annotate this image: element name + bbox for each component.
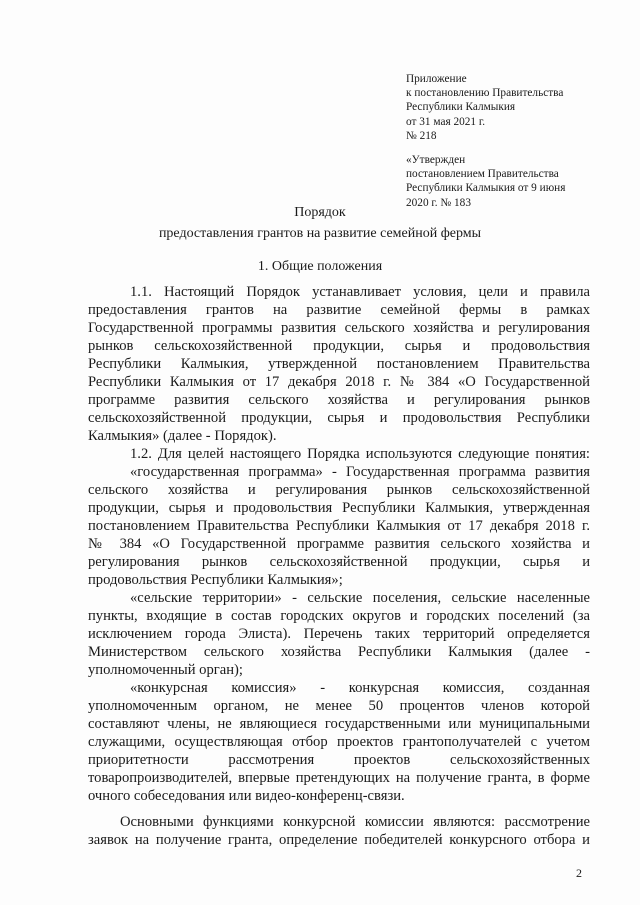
body-line: «государственная программа» - Государственная программа развития	[130, 464, 590, 480]
body-line: предоставления грантов на развитие семейной фермы в рамках	[88, 302, 590, 318]
body-line: Республики Калмыкия, утвержденной постановлением Правительства	[88, 356, 590, 372]
body-line: заявок на получение гранта, определение победителей конкурсного отбора и	[88, 832, 590, 848]
body-line: «конкурсная комиссия» - конкурсная комиссия, созданная	[130, 680, 590, 696]
body-line: сельскохозяйственной продукции, сырья и продовольствия Республики	[88, 410, 590, 426]
appendix-line: № 218	[406, 129, 437, 142]
body-line: очного собеседования или видео-конференц-связи.	[88, 788, 405, 804]
body-line: Министерством сельского хозяйства Республики Калмыкия (далее -	[88, 644, 590, 660]
appendix-line: от 31 мая 2021 г.	[406, 115, 486, 128]
body-line: «сельские территории» - сельские поселения, сельские населенные	[130, 590, 590, 606]
body-line: продукции, сырья и продовольствия Республики Калмыкия, утвержденная	[88, 500, 590, 516]
body-line: № 384 «О Государственной программе развития сельского хозяйства и	[88, 536, 590, 552]
body-line: товаропроизводителей, впервые претендующих на получение гранта, в форме	[88, 770, 590, 786]
appendix-line: Приложение	[406, 73, 467, 85]
body-line: сельского хозяйства и регулирования рынков сельскохозяйственной	[88, 482, 590, 498]
appendix-stamp	[406, 72, 563, 143]
approved-line: постановлением Правительства	[406, 168, 559, 181]
approved-line: «Утвержден	[406, 154, 466, 166]
approved-line: 2020 г. № 183	[406, 196, 471, 209]
approved-stamp	[406, 153, 565, 210]
body-line: служащими, осуществляющая отбор проектов грантополучателей с учетом	[88, 734, 590, 750]
document-title: Порядок	[294, 205, 346, 220]
approved-line: Республики Калмыкия от 9 июня	[406, 182, 566, 195]
appendix-line: к постановлению Правительства	[406, 87, 564, 100]
page-number: 2	[576, 866, 582, 880]
body-line: пункты, входящие в состав городских округов и городских поселений (за	[88, 608, 590, 624]
body-line: Республики Калмыкия от 17 декабря 2018 г. № 384 «О Государственной	[88, 374, 590, 390]
body-line: уполномоченный орган);	[88, 662, 243, 678]
body-line: постановлением Правительства Республики Калмыкия от 17 декабря 2018 г.	[88, 518, 590, 534]
body-line: 1.2. Для целей настоящего Порядка используются следующие понятия:	[130, 446, 590, 462]
body-line: составляют члены, не являющиеся государственными или муниципальными	[88, 716, 590, 732]
body-line: приоритетности рассмотрения проектов сельскохозяйственных	[88, 752, 590, 768]
section-heading: 1. Общие положения	[257, 259, 383, 274]
body-line: рынков сельскохозяйственной продукции, сырья и продовольствия	[88, 338, 590, 354]
document-subtitle: предоставления грантов на развитие семейной фермы	[158, 226, 482, 241]
body-line: исключением города Элиста). Перечень таких территорий определяется	[88, 626, 590, 642]
body-line: Основными функциями конкурсной комиссии являются: рассмотрение	[120, 814, 590, 830]
body-line: Калмыкия» (далее - Порядок).	[88, 428, 277, 444]
body-line: уполномоченным органом, не менее 50 процентов членов которой	[88, 698, 590, 714]
body-line: программе развития сельского хозяйства и регулирования рынков	[88, 392, 590, 408]
body-line: регулирования рынков сельскохозяйственной продукции, сырья и	[88, 554, 590, 570]
appendix-line: Республики Калмыкия	[406, 101, 516, 114]
body-line: Государственной программы развития сельского хозяйства и регулирования	[88, 320, 590, 336]
body-line: 1.1. Настоящий Порядок устанавливает условия, цели и правила	[130, 284, 590, 300]
body-line: продовольствия Республики Калмыкия»;	[88, 572, 343, 588]
